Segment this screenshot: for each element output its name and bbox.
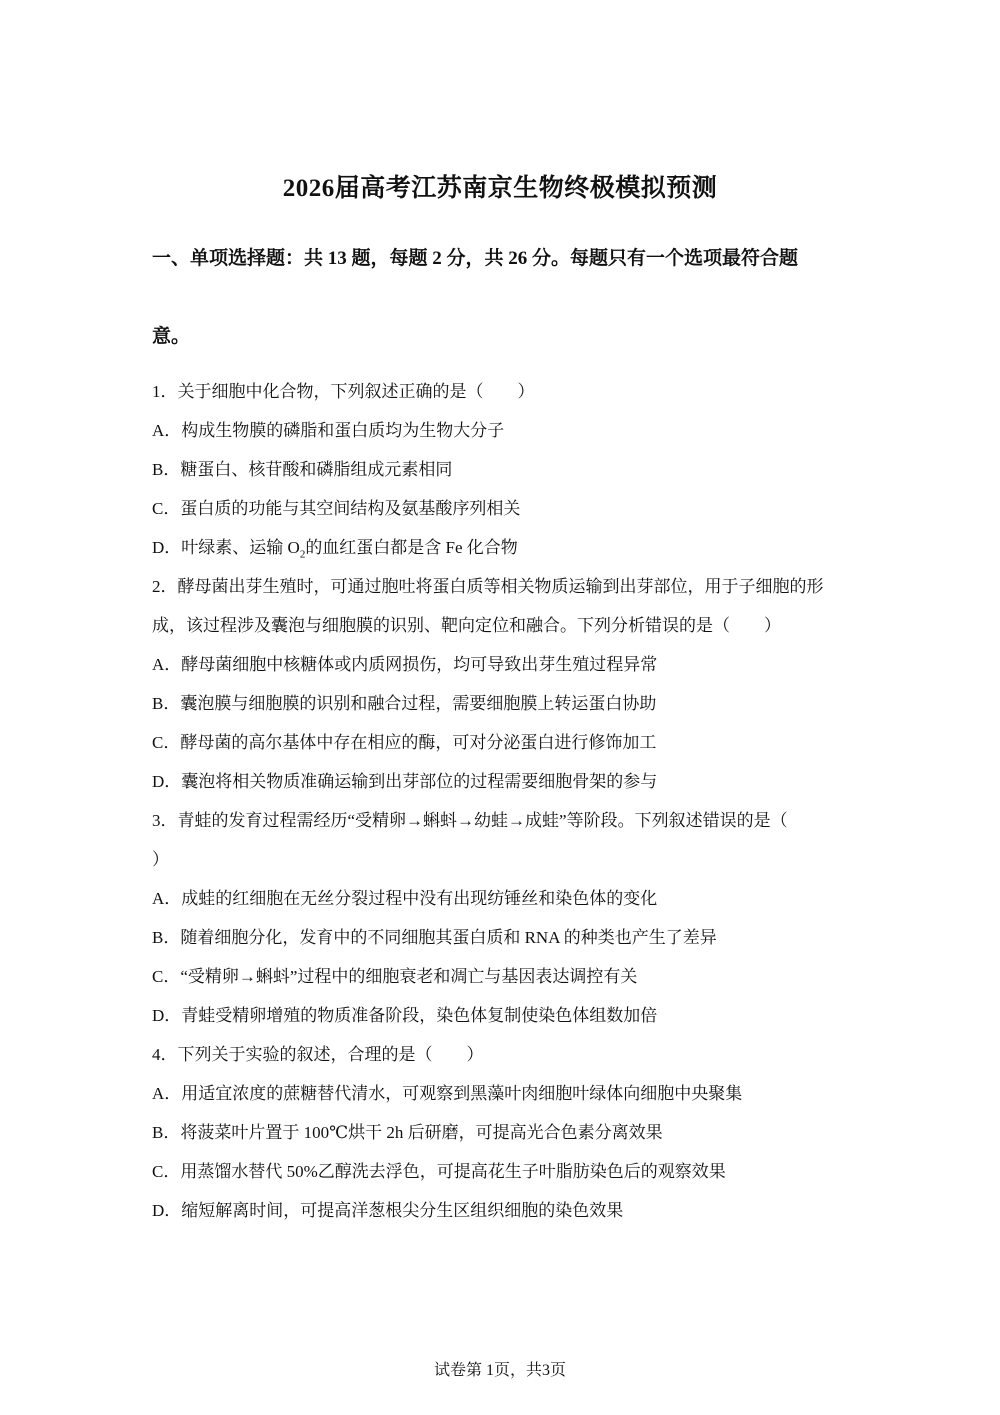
page-footer: 试卷第 1页，共3页 [433, 1362, 566, 1379]
question-3-stem-line-2: ） [152, 850, 169, 869]
question-3-stem-line-1: 3．青蛙的发育过程需经历“受精卵→蝌蚪→幼蛙→成蛙”等阶段。下列叙述错误的是（ [152, 811, 788, 830]
question-4-stem: 4．下列关于实验的叙述，合理的是（ ） [152, 1045, 484, 1064]
question-3-option-c: C．“受精卵→蝌蚪”过程中的细胞衰老和凋亡与基因表达调控有关 [152, 967, 638, 986]
question-1-option-c: C．蛋白质的功能与其空间结构及氨基酸序列相关 [152, 499, 521, 518]
question-3-option-b: B．随着细胞分化，发育中的不同细胞其蛋白质和 RNA 的种类也产生了差异 [152, 928, 717, 947]
question-3-option-d: D．青蛙受精卵增殖的物质准备阶段，染色体复制使染色体组数加倍 [152, 1006, 658, 1025]
question-2-option-c: C．酵母菌的高尔基体中存在相应的酶，可对分泌蛋白进行修饰加工 [152, 733, 657, 752]
question-1-option-a: A．构成生物膜的磷脂和蛋白质均为生物大分子 [152, 421, 505, 440]
section-heading-continued: 意。 [152, 326, 191, 347]
question-1-option-d-subscript: 2 [299, 548, 306, 561]
question-2-option-b: B．囊泡膜与细胞膜的识别和融合过程，需要细胞膜上转运蛋白协助 [152, 694, 657, 713]
question-4-option-d: D．缩短解离时间，可提高洋葱根尖分生区组织细胞的染色效果 [152, 1201, 624, 1220]
question-3-option-a: A．成蛙的红细胞在无丝分裂过程中没有出现纺锤丝和染色体的变化 [152, 889, 658, 908]
section-heading: 一、单项选择题：共 13 题，每题 2 分，共 26 分。每题只有一个选项最符合题 [152, 248, 799, 269]
question-1-option-d-post: 的血红蛋白都是含 Fe 化合物 [305, 538, 518, 557]
question-1-option-d [152, 533, 852, 560]
question-2-stem-line-1: 2．酵母菌出芽生殖时，可通过胞吐将蛋白质等相关物质运输到出芽部位，用于子细胞的形 [152, 577, 824, 596]
question-2-option-a: A．酵母菌细胞中核糖体或内质网损伤，均可导致出芽生殖过程异常 [152, 655, 658, 674]
question-1-stem: 1．关于细胞中化合物，下列叙述正确的是（ ） [152, 382, 535, 401]
question-2-option-d: D．囊泡将相关物质准确运输到出芽部位的过程需要细胞骨架的参与 [152, 772, 658, 791]
question-4-option-c: C．用蒸馏水替代 50%乙醇洗去浮色，可提高花生子叶脂肪染色后的观察效果 [152, 1162, 726, 1181]
question-1-option-b: B．糖蛋白、核苷酸和磷脂组成元素相同 [152, 460, 453, 479]
question-4-option-a: A．用适宜浓度的蔗糖替代清水，可观察到黑藻叶肉细胞叶绿体向细胞中央聚集 [152, 1084, 743, 1103]
question-1-option-d-pre: D．叶绿素、运输 O [152, 538, 300, 557]
question-4-option-b: B．将菠菜叶片置于 100℃烘干 2h 后研磨，可提高光合色素分离效果 [152, 1123, 663, 1142]
page-title: 2026届高考江苏南京生物终极模拟预测 [282, 175, 718, 202]
question-2-stem-line-2: 成，该过程涉及囊泡与细胞膜的识别、靶向定位和融合。下列分析错误的是（ ） [152, 616, 781, 635]
